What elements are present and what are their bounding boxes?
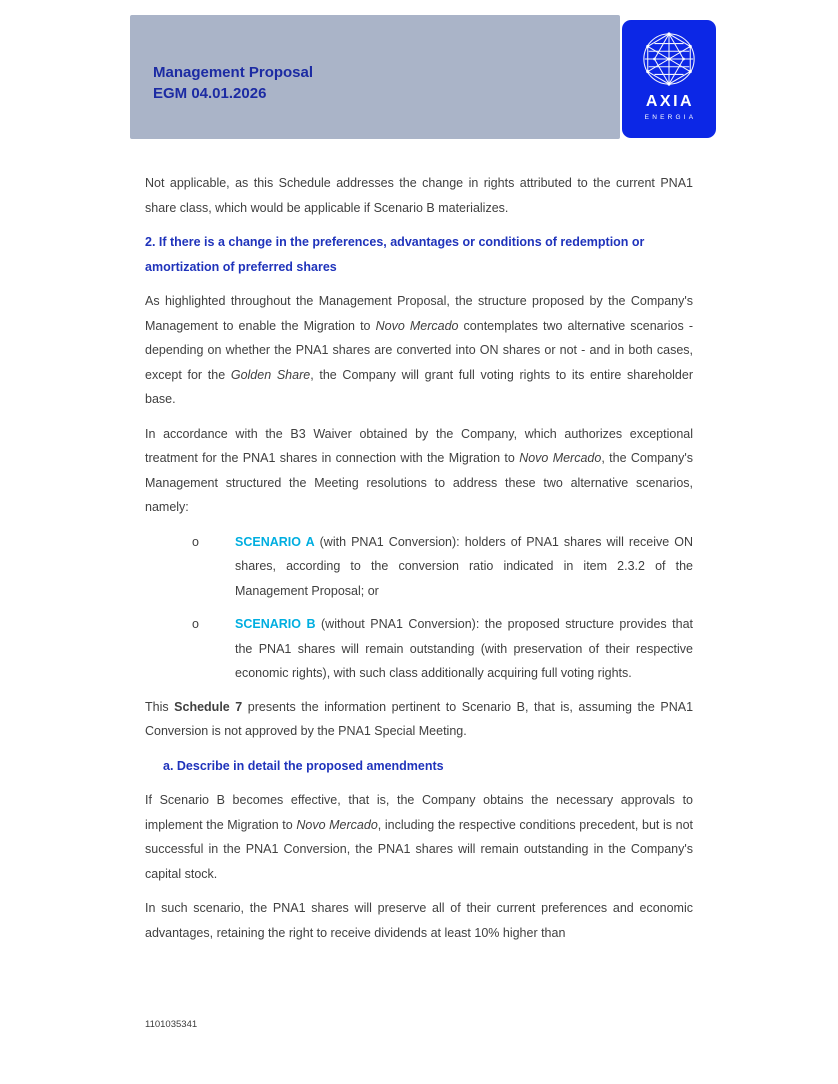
paragraph-structure [145, 289, 693, 412]
text-run: If Scenario B becomes effective, that is, the Company obtains the necessary approvals to implement the Migration to [145, 793, 693, 832]
scenario-b-label: SCENARIO B [235, 617, 316, 631]
paragraph-schedule-7 [145, 695, 693, 744]
bullet-text [235, 530, 693, 604]
italic-run-golden-share: Golden Share [230, 367, 311, 382]
paragraph-not-applicable: Not applicable, as this Schedule addresses the change in rights attributed to the current PNA1 share class, which would be applicable if Scenario B materializes. [145, 176, 693, 215]
text-run: presents the information pertinent to Scenario B, that is, assuming the PNA1 Conversion is not approved by the PNA1 Special Meeting. [145, 699, 694, 738]
text-run: In accordance with the B3 Waiver obtained by the Company, which authorizes exceptional treatment for the PNA1 shares in connection with the Migration to [145, 426, 693, 465]
bullet-item-scenario-a [145, 530, 693, 604]
text-run: , including the respective conditions precedent, but is not successful in the PNA1 Conversion, the PNA1 shares will remain outstanding in the Company's capital stock. [145, 817, 693, 881]
scenario-bullet-list [145, 530, 693, 686]
bullet-item-scenario-b [145, 612, 693, 686]
scenario-a-label: SCENARIO A [235, 534, 315, 549]
bullet-text [235, 612, 693, 686]
text-run: , the Company will grant full voting rights to its entire shareholder base. [145, 367, 694, 406]
header-title-line1: Management Proposal [153, 64, 314, 81]
text-run: This [145, 699, 175, 714]
italic-run-novo-mercado: Novo Mercado [519, 451, 602, 465]
text-run: (with PNA1 Conversion): holders of PNA1 shares will receive ON shares, according to the conversion ratio indicated in item 2.3.2 of the Management Proposal; or [235, 534, 693, 598]
header-title-line2: EGM 04.01.2026 [153, 85, 267, 102]
bold-run-schedule-7: Schedule 7 [174, 699, 243, 714]
text-run: contemplates two alternative scenarios - depending on whether the PNA1 shares are converted into ON shares or not - and in both cases, except for the [145, 318, 693, 382]
paragraph-scenario-b-effective [145, 788, 693, 886]
section-heading-2: 2. If there is a change in the preferences, advantages or conditions of redemption or amortization of preferred shares [145, 235, 645, 274]
logo-wordmark: AXIA [645, 93, 695, 110]
bullet-marker: o [192, 617, 199, 631]
text-run: As highlighted throughout the Management Proposal, the structure proposed by the Company's Management to enable the Migration to [145, 294, 693, 333]
text-run: (without PNA1 Conversion): the proposed structure provides that the PNA1 shares will remain outstanding (with preservation of their respective economic rights), with such class additionally acquiring full voting rights. [235, 617, 694, 680]
logo-subtitle: ENERGIA [644, 114, 697, 121]
footer-doc-number: 1101035341 [145, 1019, 198, 1030]
paragraph-b3-waiver [145, 422, 693, 520]
text-run: , the Company's Management structured the Meeting resolutions to address these two alternative scenarios, namely: [145, 451, 693, 514]
section-heading-a: a. Describe in detail the proposed amendments [163, 758, 444, 773]
italic-run-novo-mercado: Novo Mercado [296, 817, 378, 832]
bullet-marker: o [192, 534, 199, 549]
paragraph-preferences: In such scenario, the PNA1 shares will preserve all of their current preferences and economic advantages, retaining the right to receive dividends at least 10% higher than [145, 901, 693, 940]
italic-run-novo-mercado: Novo Mercado [375, 318, 459, 333]
